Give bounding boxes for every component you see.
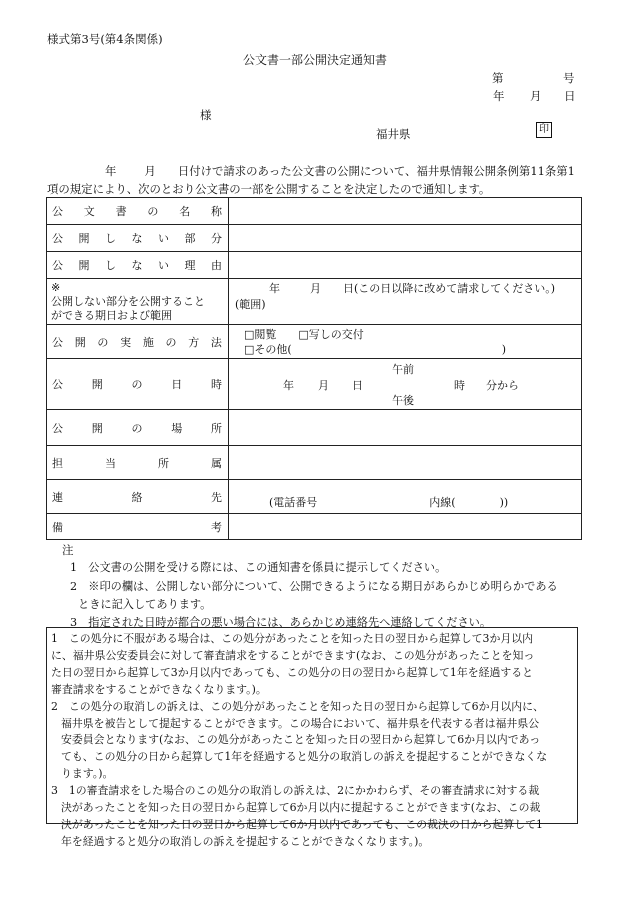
mark-day: 日(この日以降に改めて請求してください。) <box>343 282 556 295</box>
date-year: 年 <box>493 89 505 103</box>
addressee-suffix: 様 <box>200 108 212 122</box>
contact-phone: (電話番号 <box>269 496 318 509</box>
appeal-p2-line4: ても、この処分の日から起算して1年を経過すると処分の取消しの訴えを提起することができなくな <box>61 750 548 764</box>
datetime-minute-from: 分から <box>486 379 519 392</box>
date-month: 月 <box>530 89 542 103</box>
appeal-p3-line3: 決があったことを知った日の翌日から起算して6か月以内であっても、この裁決の日から起算して1 <box>61 817 543 831</box>
note-2-continued: ときに記入してあります。 <box>78 598 212 611</box>
label-method: 公 開 の 実 施 の 方 法 <box>47 325 229 359</box>
intro-year: 年 <box>105 164 117 178</box>
value-disclosure-date-range[interactable] <box>229 279 582 325</box>
intro-paragraph <box>47 162 587 198</box>
intro-month: 月 <box>144 164 156 178</box>
label-datetime: 公 開 の 日 時 <box>47 359 229 410</box>
datetime-month: 月 <box>318 379 329 392</box>
appeal-p2-line2: 福井県を被告として提起することができます。この場合において、福井県を代表する者は福井県公 <box>61 716 540 730</box>
value-method[interactable]: □閲覧 □写しの交付 □その他( ) <box>229 325 582 359</box>
appeal-p1-line1: 1 この処分に不服がある場合は、この処分があったことを知った日の翌日から起算して3か月以内 <box>51 632 534 645</box>
label-contact: 連 絡 先 <box>47 480 229 514</box>
note-1: 1 公文書の公開を受ける際には、この通知書を係員に提示してください。 <box>70 561 447 574</box>
label-undisclosed-reason: 公 開 し な い 理 由 <box>47 252 229 279</box>
value-remarks[interactable] <box>229 514 582 540</box>
appeal-p3-line2: 決があったことを知った日の翌日から起算して6か月以内に提起することができます(なお、この裁 <box>61 801 541 815</box>
value-contact[interactable]: (電話番号 内線( )) <box>229 480 582 514</box>
seal-stamp: 印 <box>536 122 552 138</box>
method-inspection-checkbox[interactable]: □閲覧 <box>244 327 277 341</box>
value-document-name[interactable] <box>229 198 582 225</box>
appeal-p1-line3: た日の翌日から起算して3か月以内であっても、この処分の日の翌日から起算して1年を経過すると <box>51 665 534 679</box>
value-undisclosed-reason[interactable] <box>229 252 582 279</box>
label-department: 担 当 所 属 <box>47 446 229 480</box>
method-other-checkbox[interactable]: □その他( <box>244 342 292 356</box>
appeal-p2-line1: 2 この処分の取消しの訴えは、この処分があったことを知った日の翌日から起算して6か月以内に、 <box>51 699 544 713</box>
label-undisclosed-part: 公 開 し な い 部 分 <box>47 225 229 252</box>
datetime-hour: 時 <box>454 379 465 392</box>
label-disclosure-date-range: ※ 公開しない部分を公開すること ができる期日および範囲 <box>47 279 229 325</box>
notes-heading: 注 <box>62 543 74 557</box>
appeal-instructions-box <box>46 627 578 848</box>
method-copy-checkbox[interactable]: □写しの交付 <box>298 327 364 341</box>
number-suffix: 号 <box>563 71 575 85</box>
appeal-p2-line3: 安委員会となります(なお、この処分があったことを知った日の翌日から起算して6か月以内であっ <box>61 733 541 747</box>
datetime-year: 年 <box>283 379 294 392</box>
value-undisclosed-part[interactable] <box>229 225 582 252</box>
datetime-am: 午前 <box>392 363 414 376</box>
mark-month: 月 <box>310 282 321 295</box>
value-place[interactable] <box>229 410 582 446</box>
contact-extension: 内線( <box>429 496 456 509</box>
appeal-p3-line4: 年を経過すると処分の取消しの訴えを提起することができなくなります。)。 <box>61 834 430 848</box>
number-prefix: 第 <box>492 71 504 85</box>
date-day: 日 <box>564 89 576 103</box>
value-department[interactable] <box>229 446 582 480</box>
label-place: 公 開 の 場 所 <box>47 410 229 446</box>
appeal-p1-line4: 審査請求をすることができなくなります。)。 <box>51 682 267 696</box>
label-document-name: 公 文 書 の 名 称 <box>47 198 229 225</box>
note-3: 3 指定された日時が都合の悪い場合には、あらかじめ連絡先へ連絡してください。 <box>70 616 492 629</box>
appeal-p1-line2: に、福井県公安委員会に対して審査請求をすることができます(なお、この処分があったことを知っ <box>51 648 535 662</box>
issuer-name: 福井県 <box>376 127 411 141</box>
mark-year: 年 <box>269 282 280 295</box>
form-label: 様式第3号(第4条関係) <box>47 32 163 46</box>
intro-line2: 項の規定により、次のとおり公文書の一部を公開することを決定したので通知します。 <box>47 182 491 196</box>
value-datetime[interactable] <box>229 359 582 410</box>
mark-range: (範囲) <box>235 298 266 311</box>
label-remarks: 備 考 <box>47 514 229 540</box>
datetime-day: 日 <box>352 379 363 392</box>
datetime-pm: 午後 <box>392 394 414 407</box>
notice-table <box>46 197 582 540</box>
document-title: 公文書一部公開決定通知書 <box>242 53 387 67</box>
appeal-p3-line1: 3 1の審査請求をした場合のこの処分の取消しの訴えは、2にかかわらず、その審査請求に対する裁 <box>51 784 540 798</box>
note-2: 2 ※印の欄は、公開しない部分について、公開できるようになる期日があらかじめ明らかである <box>70 580 558 593</box>
appeal-p2-line5: ります。)。 <box>61 767 114 781</box>
intro-line1: 日付けで請求のあった公文書の公開について、福井県情報公開条例第11条第1 <box>177 164 575 178</box>
